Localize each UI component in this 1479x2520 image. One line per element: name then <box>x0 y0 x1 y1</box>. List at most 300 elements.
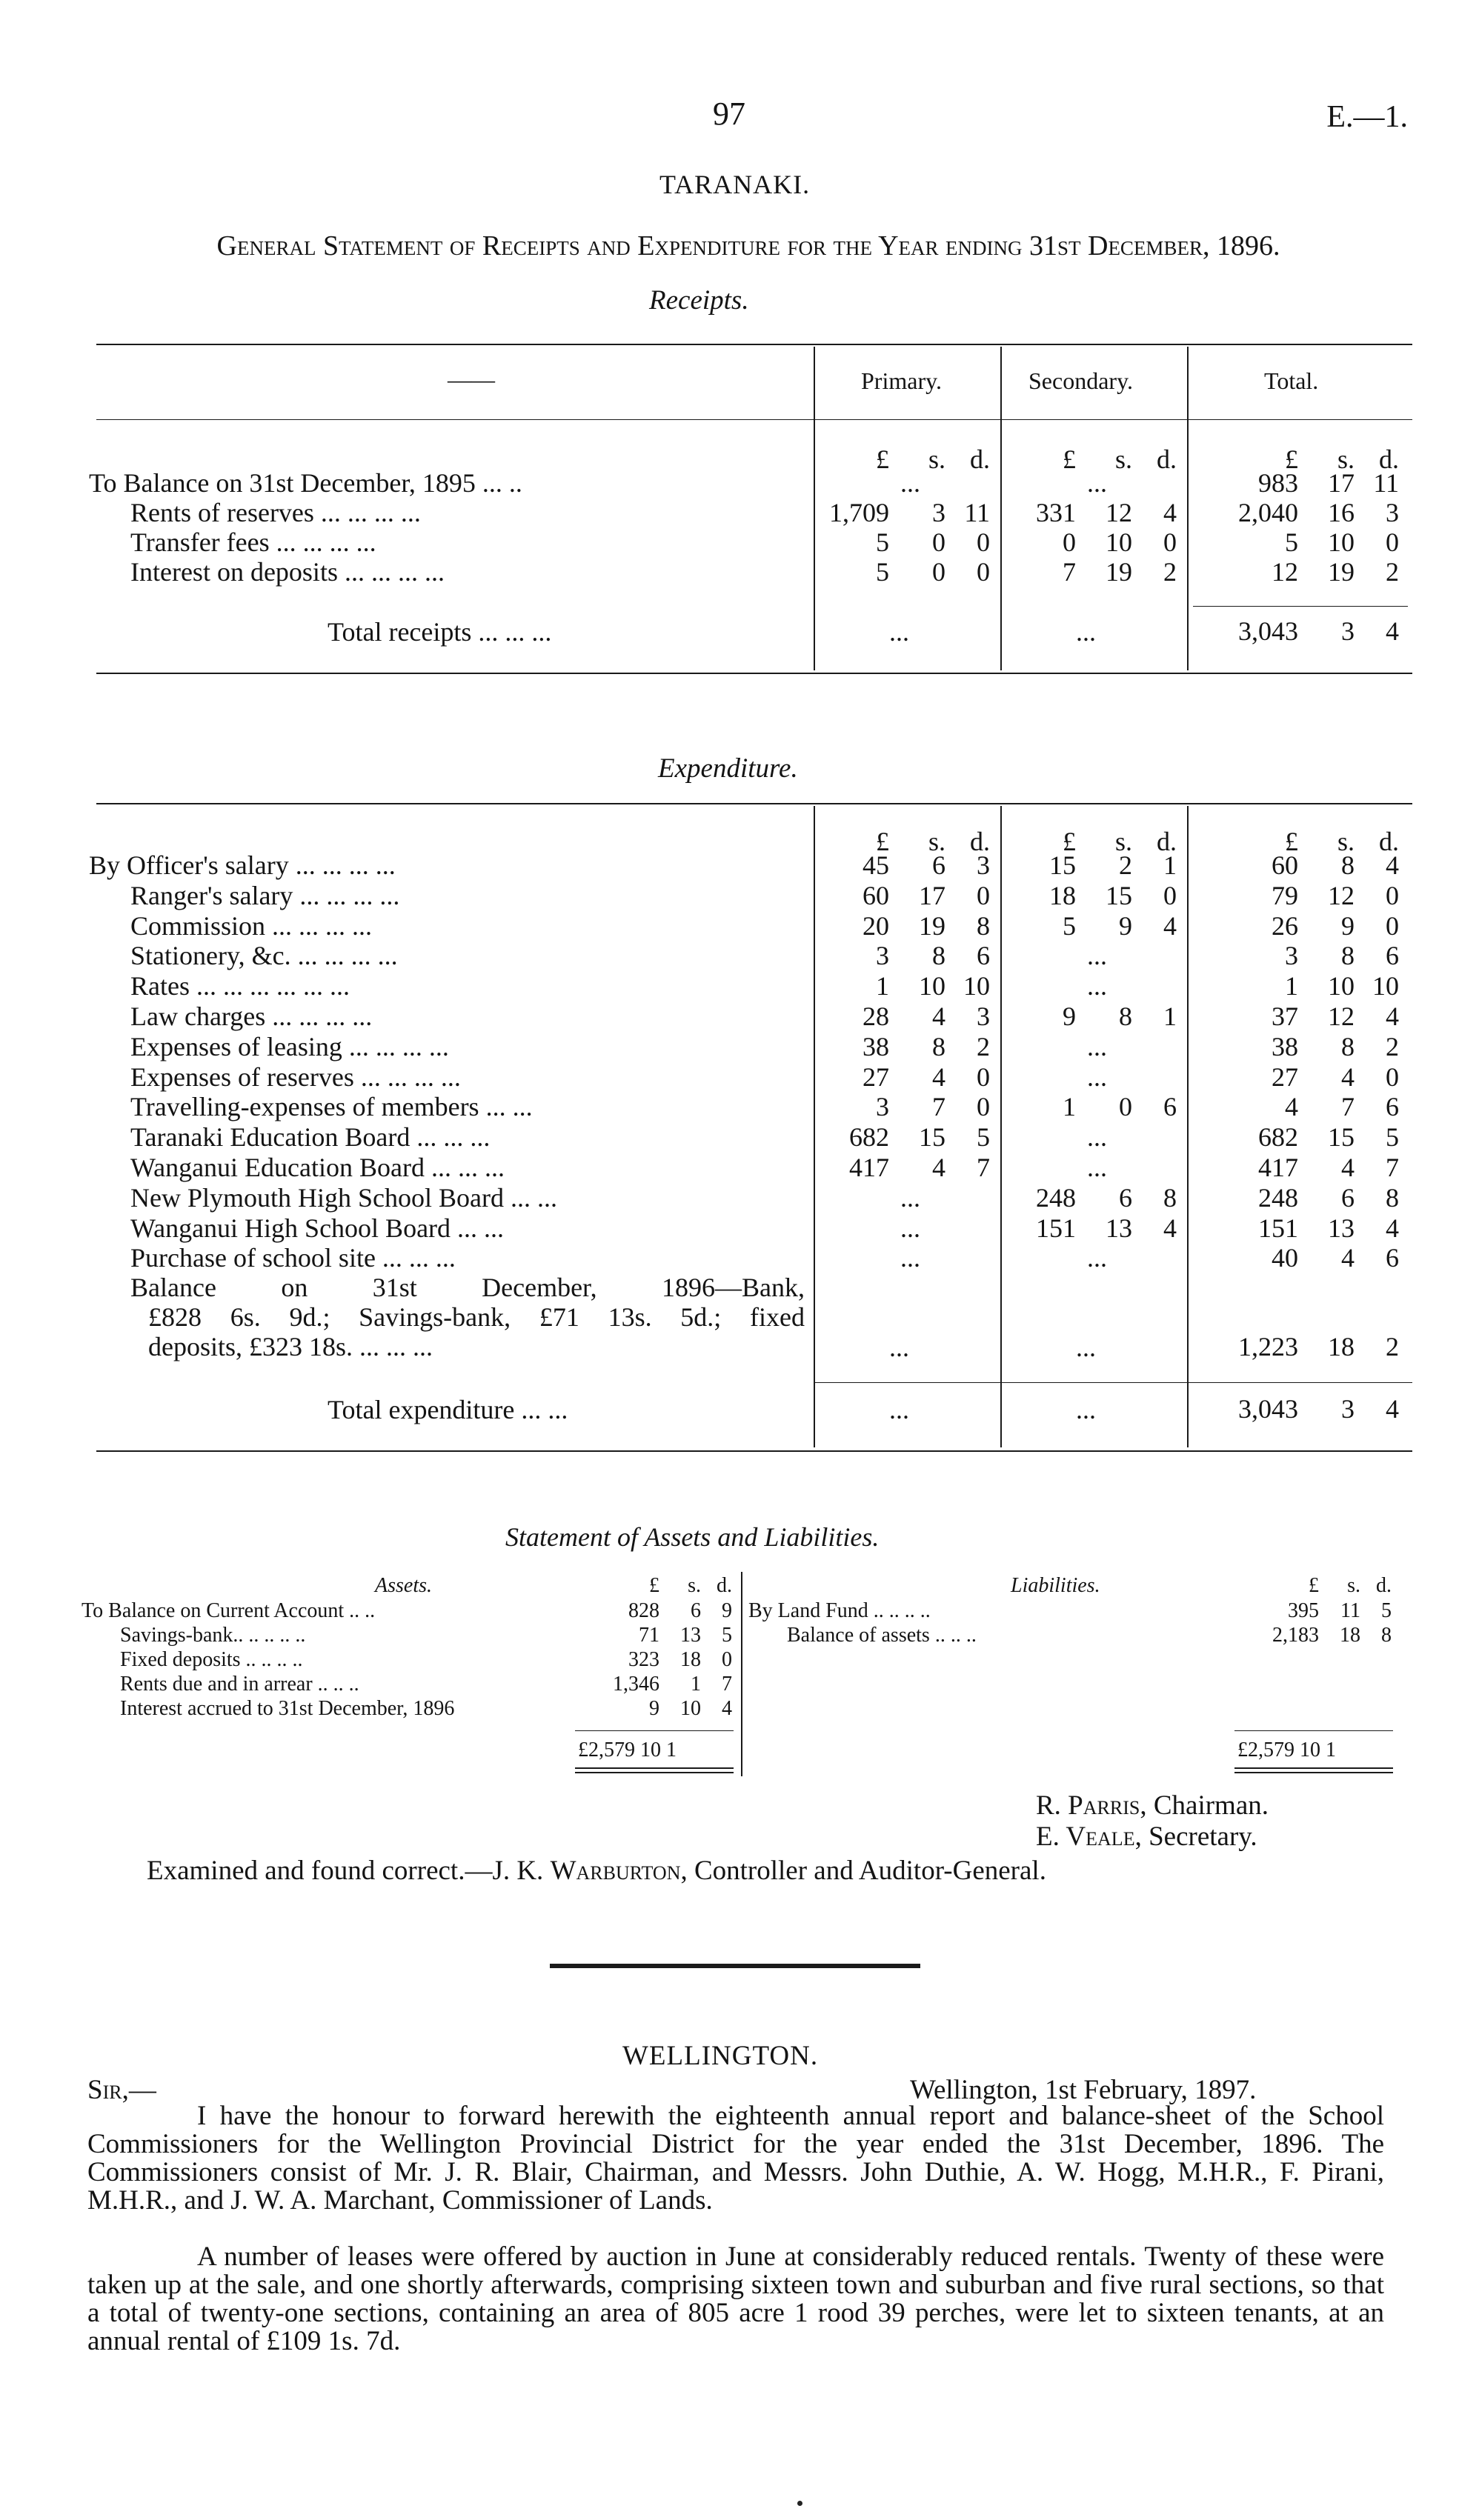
dateline: Wellington, 1st February, 1897. <box>910 2075 1257 2105</box>
receipts-total-secondary: ... <box>1076 617 1096 647</box>
primary-amount <box>822 1062 994 1092</box>
amount-pounds: 38 <box>863 1031 889 1061</box>
amount-shillings: 15 <box>919 1122 945 1153</box>
receipts-total-leaders: ... ... <box>498 617 552 647</box>
amount-pounds: 1 <box>876 971 889 1001</box>
amount-pounds: 0 <box>1063 527 1076 557</box>
balance-row <box>130 1273 805 1361</box>
page-number: 97 <box>713 96 745 132</box>
amount-pounds: ... <box>900 1213 920 1243</box>
primary-amount <box>822 498 994 527</box>
amount-pence: 4 <box>1163 910 1177 941</box>
amount-shillings: 3 <box>1341 616 1355 646</box>
amount-pounds: 12 <box>1272 557 1298 587</box>
amount-shillings: 8 <box>1119 1001 1132 1031</box>
amount-shillings: 10 <box>1106 527 1132 557</box>
table-row <box>0 1213 1479 1243</box>
amount-shillings: 4 <box>1341 1153 1355 1182</box>
row-label: Transfer fees ... ... ... ... <box>130 527 376 557</box>
total-amount <box>1196 941 1403 970</box>
amount-pence: 4 <box>1163 1213 1177 1243</box>
amount-pounds: 3 <box>876 941 889 971</box>
unit-pence: d. <box>1157 444 1177 474</box>
amount-pence: 0 <box>1163 527 1177 557</box>
secondary-amount <box>1009 498 1181 527</box>
item-label: Rents due and in arrear .. .. .. <box>120 1673 359 1696</box>
signature-secretary-name: E. Veale <box>1036 1821 1135 1852</box>
expenditure-total-label <box>328 1394 568 1425</box>
expenditure-total-amount <box>1196 1394 1403 1424</box>
row-label: Stationery, &c. ... ... ... ... <box>130 941 398 971</box>
column-header-primary: Primary. <box>861 367 943 394</box>
row-label: Commission ... ... ... ... <box>130 910 373 941</box>
table-row <box>0 881 1479 910</box>
secondary-amount <box>1009 911 1181 941</box>
secondary-amount <box>1009 850 1181 880</box>
amount-shillings: 6 <box>691 1599 701 1622</box>
amount-shillings: 8 <box>1341 1031 1355 1061</box>
amount-pounds: 38 <box>1272 1031 1298 1061</box>
total-amount <box>1196 1122 1403 1152</box>
amount-shillings: 1 <box>691 1673 701 1696</box>
amount-pounds: 3 <box>1285 941 1298 971</box>
secondary-amount <box>1009 1213 1181 1243</box>
primary-amount <box>822 468 994 498</box>
amount-shillings: 0 <box>1119 1092 1132 1122</box>
amount-pounds: 71 <box>639 1624 659 1647</box>
amount-shillings: 17 <box>919 880 945 910</box>
amount-shillings: 10 <box>919 971 945 1001</box>
amount-pence: 10 <box>1372 971 1399 1001</box>
amount-pence: 2 <box>1386 1031 1399 1061</box>
receipts-subtotal-rule <box>1193 606 1408 607</box>
item-label: Fixed deposits .. .. .. .. <box>120 1648 303 1671</box>
primary-amount <box>822 557 994 587</box>
row-label: Rates ... ... ... ... ... ... <box>130 971 350 1001</box>
amount-pounds: ... <box>1087 1153 1107 1182</box>
total-amount <box>1196 850 1403 880</box>
amount-shillings: 10 <box>1328 971 1355 1001</box>
amount-pounds: 248 <box>1036 1182 1076 1213</box>
row-label: By Officer's salary ... ... ... ... <box>89 850 396 880</box>
unit-pence: d. <box>717 1574 732 1597</box>
amount-shillings: 8 <box>932 941 945 971</box>
column-header-blank: —— <box>448 366 495 393</box>
row-label: Wanganui High School Board ... ... <box>130 1213 505 1243</box>
row-label: Rents of reserves ... ... ... ... <box>130 498 421 527</box>
list-item <box>0 1623 1479 1647</box>
liabilities-total: £2,579 10 1 <box>1237 1739 1336 1761</box>
amount-pence: 11 <box>964 498 990 527</box>
balance-secondary: ... <box>1076 1333 1096 1362</box>
unit-pound: £ <box>1063 444 1076 474</box>
amount-pounds: ... <box>1087 1061 1107 1092</box>
amount-pence: 2 <box>1386 557 1399 587</box>
amount-pence: 0 <box>977 880 990 910</box>
table-row <box>0 1001 1479 1031</box>
amount-pounds: ... <box>900 468 920 498</box>
amount-pence: 1 <box>1163 1001 1177 1031</box>
secondary-amount <box>1009 941 1181 970</box>
row-label: Ranger's salary ... ... ... ... <box>130 880 400 910</box>
amount-pounds: 28 <box>863 1001 889 1031</box>
auditor-line <box>147 1855 1046 1887</box>
amount-shillings: 18 <box>1340 1624 1360 1647</box>
amount-pence: 8 <box>1386 1182 1399 1213</box>
amount-pence: 6 <box>1163 1092 1177 1122</box>
receipts-total-text: Total receipts ... <box>328 617 499 647</box>
amount-pence: 4 <box>1386 1001 1399 1031</box>
liabilities-total-double-rule-1 <box>1234 1767 1393 1769</box>
unit-shilling: s. <box>928 827 945 856</box>
section-title-taranaki: TARANAKI. <box>659 170 811 199</box>
total-amount <box>1196 881 1403 910</box>
amount-pence: 3 <box>977 1001 990 1031</box>
row-label: Law charges ... ... ... ... <box>130 1001 373 1031</box>
amount-shillings: 3 <box>932 498 945 527</box>
statement-title: General Statement of Receipts and Expenditure for the Year ending 31st December, 1896. <box>216 230 1280 261</box>
unit-shilling: s. <box>1337 444 1355 474</box>
list-item <box>0 1696 1479 1721</box>
list-item <box>0 1647 1479 1672</box>
table-row <box>0 527 1479 557</box>
primary-amount <box>822 1122 994 1152</box>
amount-shillings: 3 <box>1341 1394 1355 1424</box>
table-row <box>0 941 1479 970</box>
amount-pence: 4 <box>1386 616 1399 646</box>
unit-pence: d. <box>1157 827 1177 856</box>
item-label: Interest accrued to 31st December, 1896 <box>120 1697 455 1720</box>
unit-pound: £ <box>1285 444 1298 474</box>
amount-pence: 0 <box>1386 910 1399 941</box>
amount-pounds: ... <box>1087 468 1107 498</box>
secondary-amount <box>1009 971 1181 1001</box>
unit-pound: £ <box>649 1574 659 1597</box>
assets-total: £2,579 10 1 <box>578 1739 677 1761</box>
row-label: Travelling-expenses of members ... ... <box>130 1092 533 1122</box>
assets-total-rule <box>575 1730 734 1731</box>
amount-pence: 5 <box>1386 1122 1399 1153</box>
receipts-total-label <box>328 616 551 647</box>
signature-secretary-role: , Secretary. <box>1134 1821 1257 1852</box>
page-mark <box>797 2501 802 2506</box>
table-row <box>0 1122 1479 1152</box>
table-row <box>0 1153 1479 1182</box>
amount-pounds: 151 <box>1258 1213 1298 1243</box>
primary-amount <box>822 881 994 910</box>
unit-pound: £ <box>1285 827 1298 856</box>
amount-shillings: 13 <box>1328 1213 1355 1243</box>
total-amount <box>1196 1183 1403 1213</box>
balance-primary: ... <box>889 1333 909 1362</box>
amount-pounds: 3 <box>876 1092 889 1122</box>
amount-pence: 2 <box>1163 557 1177 587</box>
amount-shillings: 4 <box>932 1001 945 1031</box>
amount-shillings: 6 <box>1119 1182 1132 1213</box>
amount-pounds: 983 <box>1258 468 1298 498</box>
item-label: Savings-bank.. .. .. .. .. <box>120 1624 306 1647</box>
amount-pounds: ... <box>1087 1243 1107 1273</box>
amount-shillings: 17 <box>1328 468 1355 498</box>
secondary-amount <box>1009 881 1181 910</box>
amount-pence: 0 <box>977 1092 990 1122</box>
item-label: Balance of assets .. .. .. <box>787 1624 977 1647</box>
primary-amount <box>822 1092 994 1121</box>
amount-pounds: ... <box>900 1182 920 1213</box>
amount-pounds: 2,040 <box>1238 498 1298 527</box>
list-item <box>0 1672 1479 1696</box>
amount-shillings: 19 <box>1106 557 1132 587</box>
amount-pence: 2 <box>1386 1332 1399 1361</box>
amount-pence: 6 <box>1386 1243 1399 1273</box>
balance-line-3 <box>130 1332 805 1361</box>
row-label: Purchase of school site ... ... ... <box>130 1243 456 1273</box>
secondary-amount <box>1009 1092 1181 1121</box>
amount-shillings: 10 <box>680 1697 701 1720</box>
table-row <box>0 1032 1479 1061</box>
amount-shillings: 12 <box>1328 880 1355 910</box>
amount-pounds: 79 <box>1272 880 1298 910</box>
receipts-total-primary: ... <box>889 617 909 647</box>
amount-shillings: 15 <box>1106 880 1132 910</box>
secondary-amount <box>1009 557 1181 587</box>
amount-pence: 0 <box>1163 880 1177 910</box>
unit-pence: d. <box>1379 444 1399 474</box>
amount-shillings: 4 <box>932 1061 945 1092</box>
amount-pounds: 151 <box>1036 1213 1076 1243</box>
amount-pounds: 828 <box>628 1599 659 1622</box>
secondary-amount <box>1009 1243 1181 1273</box>
amount-pence: 6 <box>1386 941 1399 971</box>
amount-pence: 0 <box>977 1061 990 1092</box>
total-amount <box>1196 1092 1403 1121</box>
amount-pounds: 323 <box>628 1648 659 1671</box>
balance-line-2: £828 6s. 9d.; Savings-bank, £71 13s. 5d.; fixed <box>148 1302 805 1332</box>
report-reference: E.—1. <box>1326 100 1408 134</box>
section-divider <box>550 1964 920 1968</box>
amount-pounds: 331 <box>1036 498 1076 527</box>
amount-pounds: 248 <box>1258 1182 1298 1213</box>
amount-pounds: 4 <box>1285 1092 1298 1122</box>
primary-amount <box>822 1153 994 1182</box>
receipts-top-rule <box>96 344 1412 345</box>
primary-amount <box>822 850 994 880</box>
row-label: Expenses of reserves ... ... ... ... <box>130 1061 461 1092</box>
amount-shillings: 19 <box>1328 557 1355 587</box>
amount-pence: 0 <box>1386 527 1399 557</box>
amount-shillings: 12 <box>1106 498 1132 527</box>
total-amount <box>1196 468 1403 498</box>
amount-shillings: 10 <box>1328 527 1355 557</box>
amount-shillings: 7 <box>1341 1092 1355 1122</box>
amount-pence: 5 <box>977 1122 990 1153</box>
amount-shillings: 4 <box>1341 1061 1355 1092</box>
amount-shillings: 4 <box>932 1153 945 1182</box>
table-row <box>0 498 1479 527</box>
amount-shillings: 13 <box>680 1624 701 1647</box>
row-label: Expenses of leasing ... ... ... ... <box>130 1031 449 1061</box>
primary-amount <box>822 911 994 941</box>
secondary-amount <box>1009 1183 1181 1213</box>
balance-line-3-text: deposits, £323 18s. <box>148 1332 353 1361</box>
amount-shillings: 19 <box>919 910 945 941</box>
total-amount <box>1196 1243 1403 1273</box>
amount-pence: 5 <box>722 1624 732 1647</box>
unit-pound: £ <box>1063 827 1076 856</box>
amount-pence: 8 <box>977 910 990 941</box>
amount-pounds: ... <box>1087 941 1107 971</box>
primary-amount <box>822 1032 994 1061</box>
assets-total-double-rule-1 <box>575 1767 734 1769</box>
amount-shillings: 4 <box>1341 1243 1355 1273</box>
amount-shillings: 11 <box>1340 1599 1360 1622</box>
total-amount <box>1196 971 1403 1001</box>
table-row <box>0 1092 1479 1121</box>
secondary-amount <box>1009 468 1181 498</box>
receipts-total-amount <box>1196 616 1403 646</box>
amount-pence: 4 <box>1386 1213 1399 1243</box>
amount-pence: 8 <box>1163 1182 1177 1213</box>
unit-shilling: s. <box>1114 444 1132 474</box>
table-row <box>0 468 1479 498</box>
amount-shillings: 13 <box>1106 1213 1132 1243</box>
balance-line-3-leaders: ... ... ... <box>353 1332 433 1361</box>
amount-pence: 0 <box>722 1648 732 1671</box>
amount-pence: 7 <box>722 1673 732 1696</box>
total-amount <box>1196 1062 1403 1092</box>
amount-pence: 9 <box>722 1599 732 1622</box>
primary-amount <box>822 527 994 557</box>
amount-shillings: 8 <box>1341 941 1355 971</box>
amount-pounds: ... <box>900 1243 920 1273</box>
amount-pence: 4 <box>722 1697 732 1720</box>
auditor-name: Warburton <box>550 1856 681 1886</box>
table-row <box>0 1243 1479 1273</box>
amount-pounds: 9 <box>649 1697 659 1720</box>
amount-pounds: 1,346 <box>613 1673 659 1696</box>
row-label: Taranaki Education Board ... ... ... <box>130 1122 491 1153</box>
amount-pounds: ... <box>1087 1122 1107 1153</box>
secondary-amount <box>1009 1062 1181 1092</box>
column-header-secondary: Secondary. <box>1028 367 1133 394</box>
liabilities-units <box>1282 1573 1393 1598</box>
expenditure-total-primary: ... <box>889 1395 909 1424</box>
receipts-heading: Receipts. <box>649 285 749 316</box>
expenditure-total-secondary: ... <box>1076 1395 1096 1424</box>
table-row <box>0 850 1479 880</box>
column-header-total: Total. <box>1264 367 1319 394</box>
amount-pence: 4 <box>1386 1394 1399 1424</box>
expenditure-total-text: Total expenditure <box>328 1395 515 1424</box>
amount-pence: 8 <box>1381 1624 1392 1647</box>
amount-pence: 6 <box>977 941 990 971</box>
amount-pence: 0 <box>977 557 990 587</box>
amount-pence: 7 <box>977 1153 990 1182</box>
amount-pounds: ... <box>1087 1031 1107 1061</box>
amount-pence: 11 <box>1373 468 1399 498</box>
expenditure-bottom-rule <box>96 1450 1412 1452</box>
amount-pounds: 395 <box>1288 1599 1319 1622</box>
amount-pounds: 20 <box>863 910 889 941</box>
amount-pounds: 15 <box>1049 850 1076 880</box>
auditor-suffix: , Controller and Auditor-General. <box>680 1856 1046 1886</box>
amount-pounds: 417 <box>1258 1153 1298 1182</box>
amount-pence: 7 <box>1386 1153 1399 1182</box>
amount-shillings: 9 <box>1119 910 1132 941</box>
balance-total <box>1196 1332 1403 1361</box>
paragraph-1: I have the honour to forward herewith the eighteenth annual report and balance-sheet of the School Commissioners for the Wellington Provincial District for the year ended the 31st December, 1896. The Commissioners consist of Mr. J. R. Blair, Chairman, and Messrs. John Duthie, A. W. Hogg, M.H.R., F. Pirani, M.H.R., and J. W. A. Marchant, Commissioner of Lands. <box>87 2101 1384 2216</box>
amount-pounds: 18 <box>1049 880 1076 910</box>
amount-pounds: 417 <box>849 1153 889 1182</box>
unit-pence: d. <box>970 444 990 474</box>
amount-pounds: 3,043 <box>1238 616 1298 646</box>
amount-pounds: 7 <box>1063 557 1076 587</box>
amount-pence: 6 <box>1386 1092 1399 1122</box>
table-row <box>0 1062 1479 1092</box>
total-amount <box>1196 557 1403 587</box>
signature-chairman <box>1036 1790 1269 1821</box>
amount-pounds: 2,183 <box>1272 1624 1319 1647</box>
unit-shilling: s. <box>688 1574 701 1597</box>
amount-pence: 10 <box>963 971 990 1001</box>
expenditure-total-leaders: ... ... <box>514 1395 568 1424</box>
table-row <box>0 557 1479 587</box>
primary-amount <box>822 1183 994 1213</box>
signature-chairman-role: , Chairman. <box>1140 1790 1269 1821</box>
secondary-amount <box>1009 1122 1181 1152</box>
amount-pounds: ... <box>1087 971 1107 1001</box>
amount-pence: 5 <box>1381 1599 1392 1622</box>
expenditure-subtotal-rule <box>814 1382 1412 1383</box>
list-item <box>0 1599 1479 1623</box>
amount-pence: 3 <box>977 850 990 880</box>
amount-shillings: 6 <box>932 850 945 880</box>
amount-shillings: 2 <box>1119 850 1132 880</box>
amount-pounds: 1 <box>1063 1092 1076 1122</box>
primary-amount <box>822 941 994 970</box>
unit-shilling: s. <box>1337 827 1355 856</box>
liabilities-heading: Liabilities. <box>1011 1574 1100 1597</box>
balance-line-1: Balance on 31st December, 1896—Bank, <box>130 1273 805 1302</box>
item-label: To Balance on Current Account .. .. <box>82 1599 376 1622</box>
secondary-amount <box>1009 1032 1181 1061</box>
amount-shillings: 18 <box>1328 1332 1355 1361</box>
amount-pounds: 60 <box>863 880 889 910</box>
table-row <box>0 911 1479 941</box>
total-amount <box>1196 527 1403 557</box>
secondary-amount <box>1009 1001 1181 1031</box>
amount-shillings: 6 <box>1341 1182 1355 1213</box>
amount-shillings: 0 <box>932 527 945 557</box>
amount-pounds: 682 <box>849 1122 889 1153</box>
amount-pence: 1 <box>1163 850 1177 880</box>
amount-pounds: 40 <box>1272 1243 1298 1273</box>
amount-shillings: 9 <box>1341 910 1355 941</box>
item-label: By Land Fund .. .. .. .. <box>748 1599 931 1622</box>
salutation: Sir,— <box>87 2075 156 2105</box>
unit-shilling: s. <box>1347 1574 1360 1597</box>
amount-shillings: 0 <box>932 557 945 587</box>
amount-pounds: 37 <box>1272 1001 1298 1031</box>
amount-pounds: 45 <box>863 850 889 880</box>
primary-amount <box>822 1001 994 1031</box>
total-amount <box>1196 911 1403 941</box>
amount-pounds: 1,709 <box>829 498 889 527</box>
amount-pence: 3 <box>1386 498 1399 527</box>
amount-pounds: 1,223 <box>1238 1332 1298 1361</box>
row-label: To Balance on 31st December, 1895 ... .. <box>89 468 522 498</box>
unit-pence: d. <box>970 827 990 856</box>
